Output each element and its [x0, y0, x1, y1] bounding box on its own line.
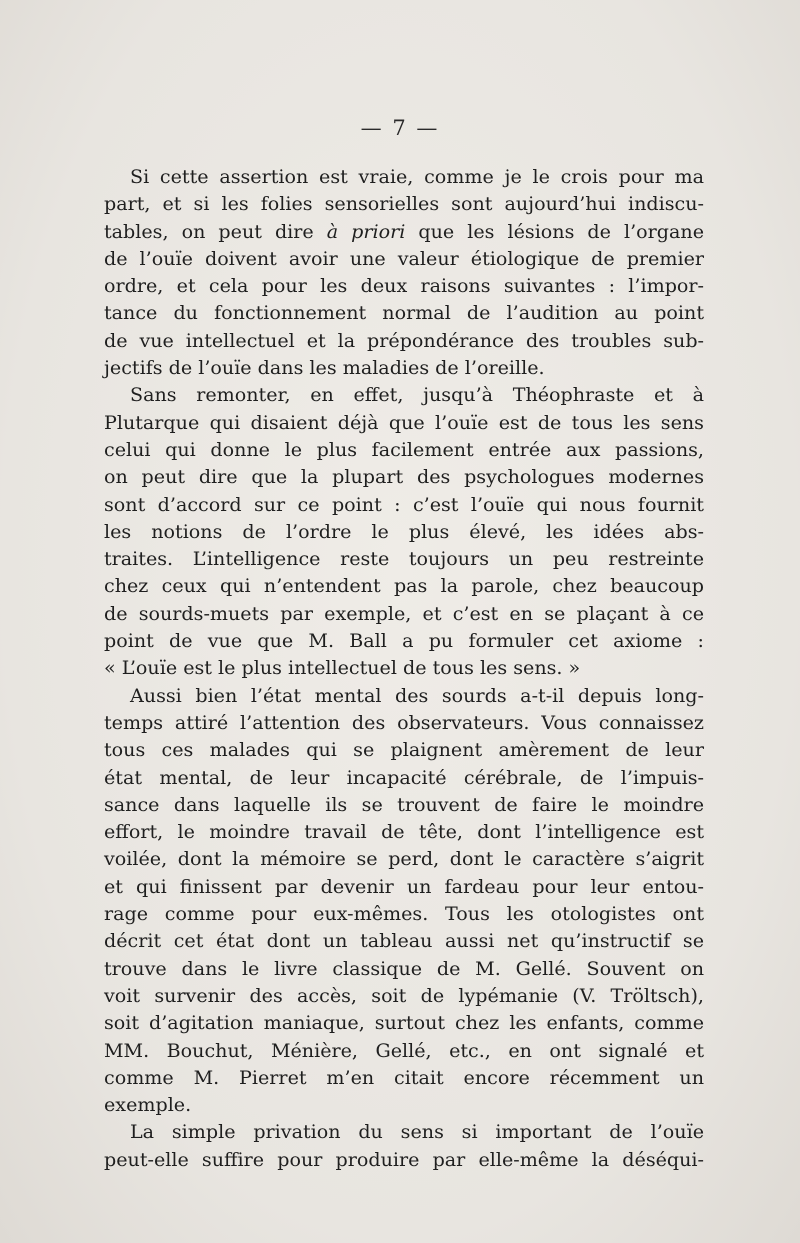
text-line: de vue intellectuel et la prépondérance des troubles sub- — [104, 328, 704, 352]
text-line: Sans remonter, en effet, jusqu’à Théophraste et à — [130, 383, 704, 407]
text-line: on peut dire que la plupart des psychologues modernes — [104, 465, 704, 489]
text-line: Aussi bien l’état mental des sourds a-t-il depuis long- — [130, 683, 704, 707]
text-line: de sourds-muets par exemple, et c’est en se plaçant à ce — [104, 601, 704, 625]
text-line: effort, le moindre travail de tête, dont l’intelligence est — [104, 820, 704, 844]
text-line: ordre, et cela pour les deux raisons suivantes : l’impor- — [104, 274, 704, 298]
text-line: tables, on peut dire à priori que les lésions de l’organe — [104, 219, 704, 243]
body-text — [104, 163, 704, 1173]
text-line: sont d’accord sur ce point : c’est l’ouïe qui nous fournit — [104, 492, 704, 516]
text-line: celui qui donne le plus facilement entrée aux passions, — [104, 437, 704, 461]
text-line: décrit cet état dont un tableau aussi net qu’instructif se — [104, 929, 704, 953]
text-line: de l’ouïe doivent avoir une valeur étiologique de premier — [104, 246, 704, 270]
paragraph-4 — [104, 1118, 704, 1173]
text-line: exemple. — [104, 1093, 192, 1117]
text-line: part, et si les folies sensorielles sont aujourd’hui indiscu- — [104, 192, 704, 216]
paragraph-1 — [104, 163, 704, 381]
text-line: Plutarque qui disaient déjà que l’ouïe est de tous les sens — [104, 410, 704, 434]
text-line: soit d’agitation maniaque, surtout chez les enfants, comme — [104, 1011, 704, 1035]
page-number: — 7 — — [360, 116, 440, 140]
paragraph-3 — [104, 682, 704, 1119]
text-line: tance du fonctionnement normal de l’audition au point — [104, 301, 704, 325]
text-line: La simple privation du sens si important de l’ouïe — [130, 1120, 704, 1144]
text-line: et qui finissent par devenir un fardeau pour leur entou- — [104, 874, 704, 898]
text-line: peut-elle suffire pour produire par elle-même la déséqui- — [104, 1147, 704, 1171]
text-line: rage comme pour eux-mêmes. Tous les otologistes ont — [104, 902, 704, 926]
text-line: voilée, dont la mémoire se perd, dont le caractère s’aigrit — [104, 847, 704, 871]
text-line: temps attiré l’attention des observateurs. Vous connaissez — [104, 710, 704, 734]
text-line: trouve dans le livre classique de M. Gellé. Souvent on — [104, 956, 704, 980]
text-line: les notions de l’ordre le plus élevé, les idées abs- — [104, 519, 704, 543]
text-line: point de vue que M. Ball a pu formuler cet axiome : — [104, 629, 704, 653]
text-line: tous ces malades qui se plaignent amèrement de leur — [104, 738, 704, 762]
text-line: jectifs de l’ouïe dans les maladies de l’oreille. — [104, 356, 545, 380]
text-line: « L’ouïe est le plus intellectuel de tous les sens. » — [104, 656, 581, 680]
text-line: état mental, de leur incapacité cérébrale, de l’impuis- — [104, 765, 704, 789]
text-line: chez ceux qui n’entendent pas la parole, chez beaucoup — [104, 574, 704, 598]
text-line: traites. L’intelligence reste toujours un peu restreinte — [104, 547, 704, 571]
text-line: voit survenir des accès, soit de lypémanie (V. Tröltsch), — [104, 983, 704, 1007]
text-line: MM. Bouchut, Ménière, Gellé, etc., en ont signalé et — [104, 1038, 704, 1062]
text-line: sance dans laquelle ils se trouvent de faire le moindre — [104, 792, 704, 816]
text-line: Si cette assertion est vraie, comme je le crois pour ma — [130, 165, 704, 188]
text-line: comme M. Pierret m’en citait encore récemment un — [104, 1065, 704, 1089]
paragraph-2 — [104, 381, 704, 681]
